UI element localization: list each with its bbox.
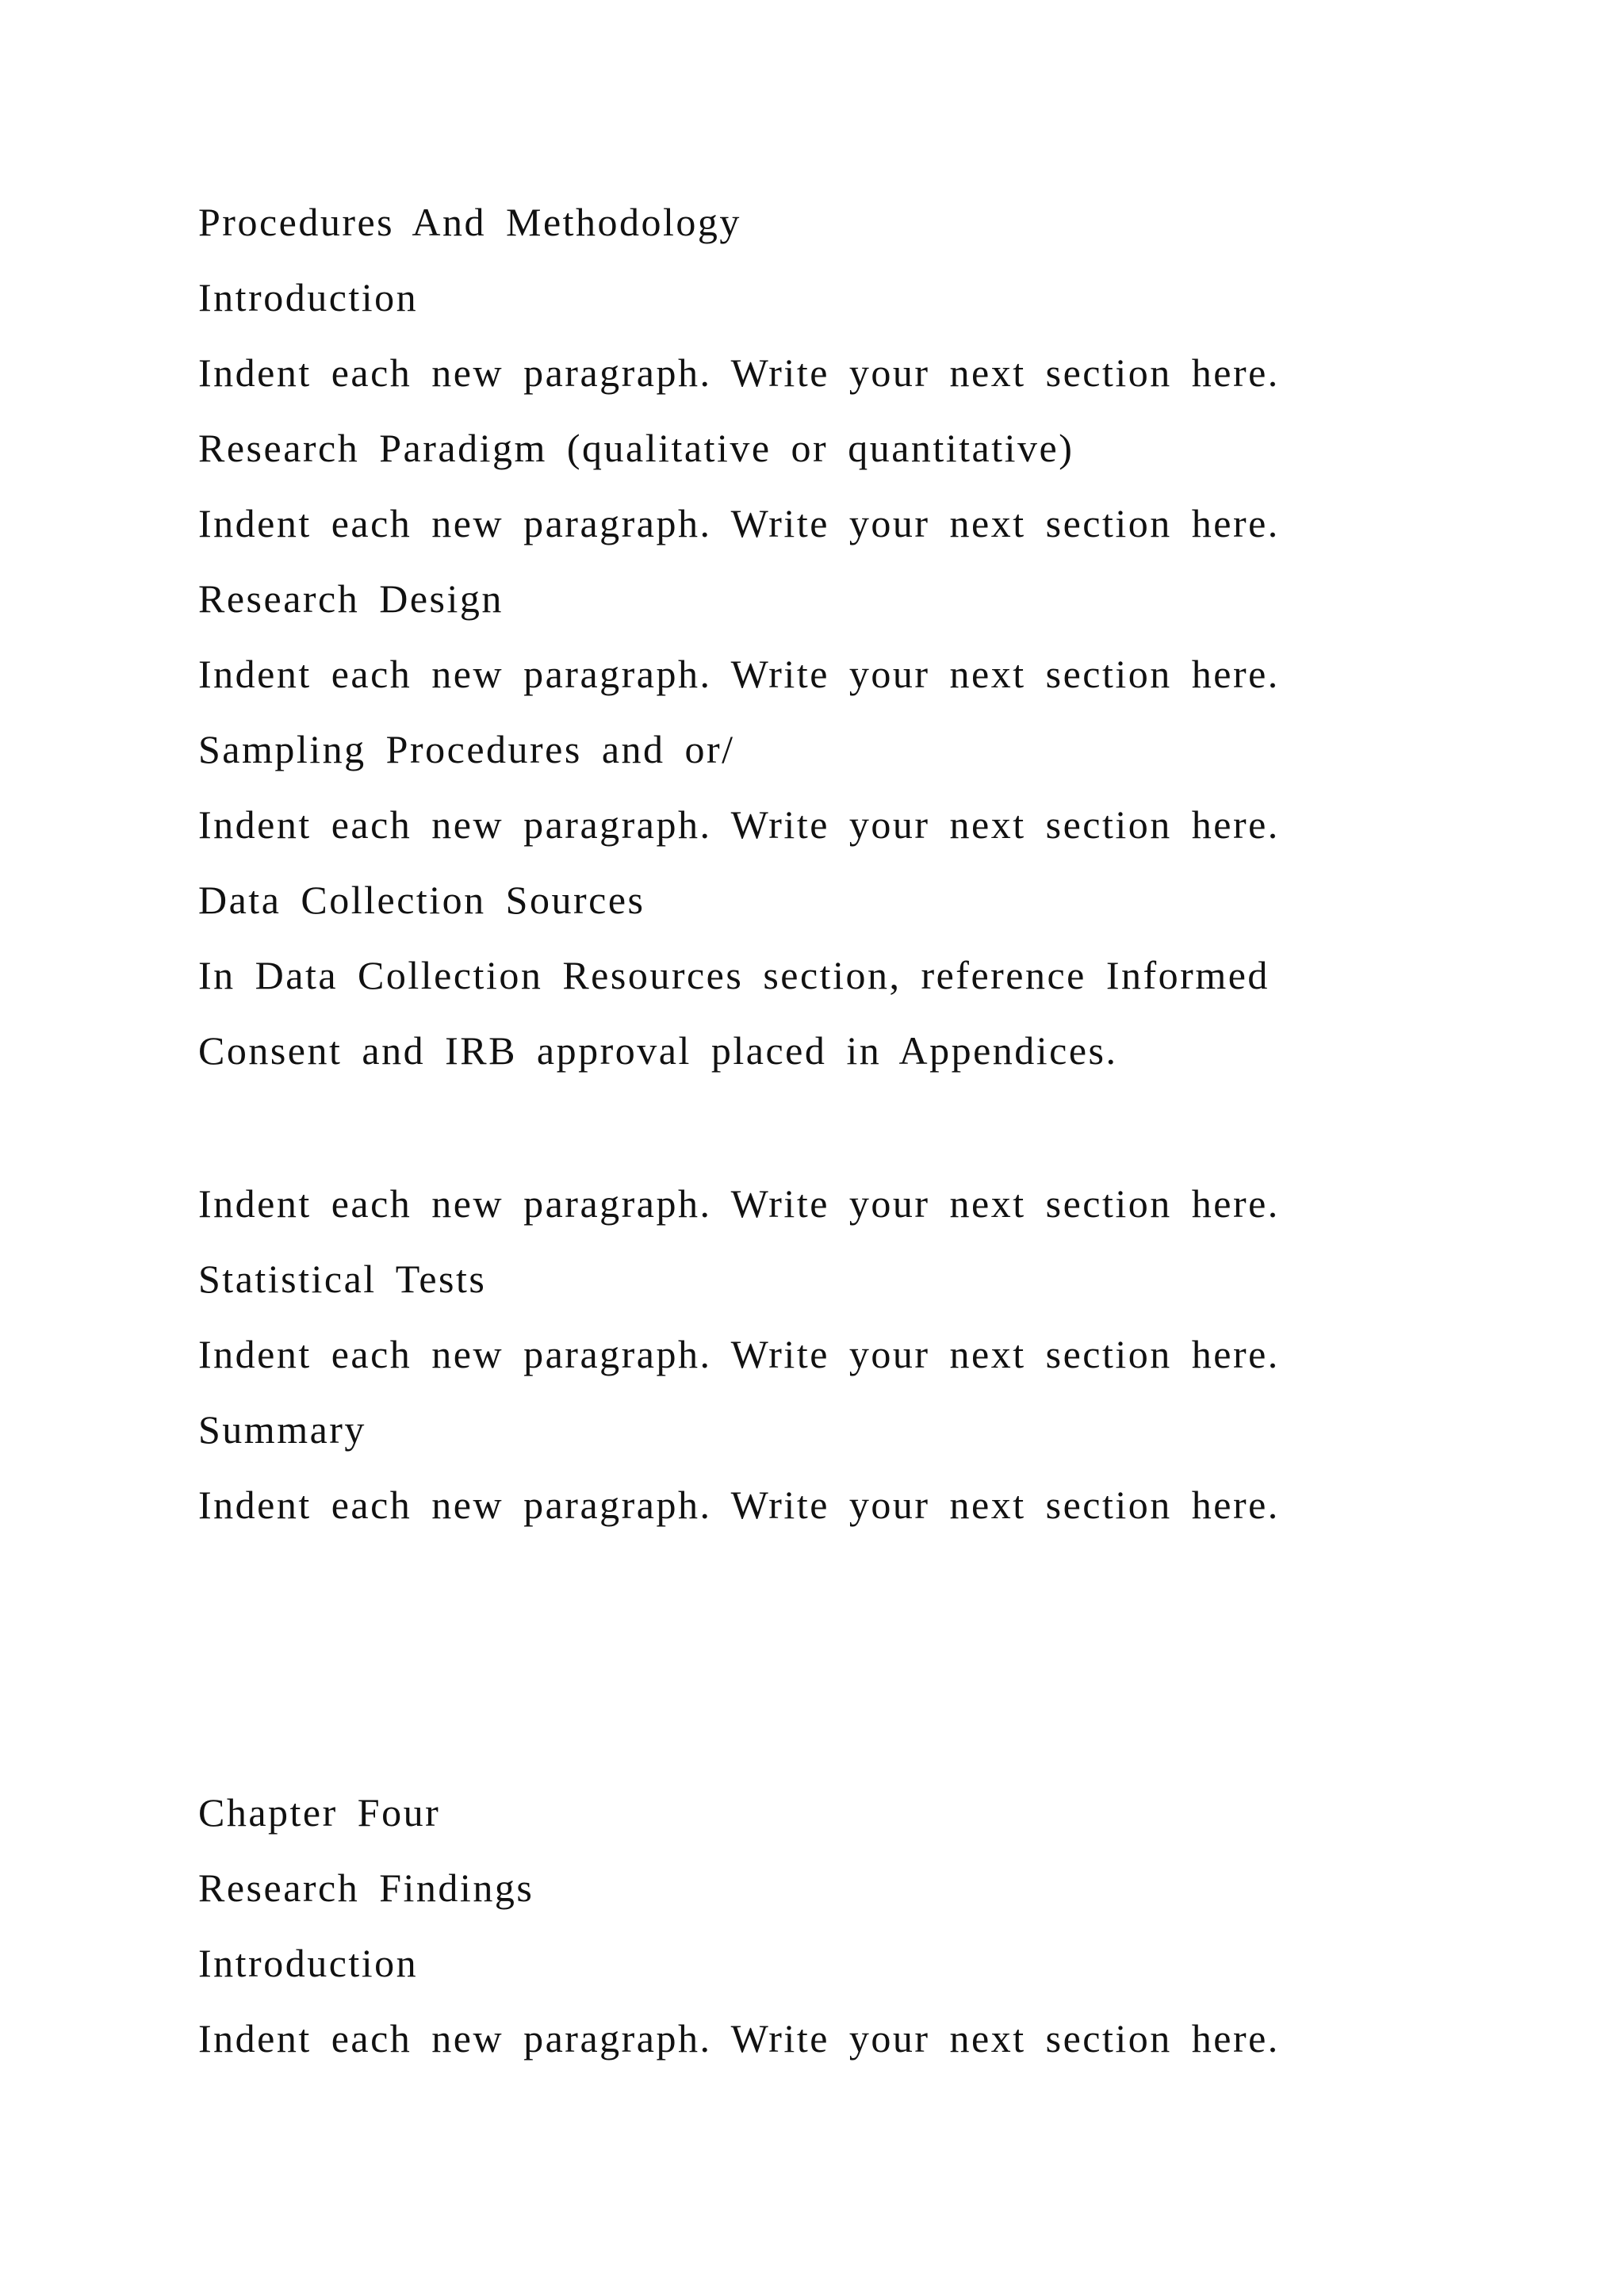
paragraph-data-collection-line-1: In Data Collection Resources section, reference Informed	[198, 953, 1270, 997]
paragraph-placeholder: Indent each new paragraph. Write your next section here.	[198, 350, 1280, 395]
paragraph-placeholder: Indent each new paragraph. Write your next section here.	[198, 652, 1280, 696]
paragraph-placeholder: Indent each new paragraph. Write your next section here.	[198, 1181, 1280, 1226]
section-heading-introduction: Introduction	[198, 1941, 419, 1985]
section-heading-procedures-methodology: Procedures And Methodology	[198, 200, 741, 244]
chapter-heading-chapter-four: Chapter Four	[198, 1790, 441, 1835]
paragraph-data-collection-line-2: Consent and IRB approval placed in Appendices.	[198, 1028, 1118, 1073]
paragraph-placeholder: Indent each new paragraph. Write your next section here.	[198, 501, 1280, 545]
section-heading-data-collection-sources: Data Collection Sources	[198, 878, 645, 922]
section-heading-research-paradigm: Research Paradigm (qualitative or quantitative)	[198, 426, 1074, 470]
section-heading-introduction: Introduction	[198, 275, 419, 320]
paragraph-placeholder: Indent each new paragraph. Write your next section here.	[198, 1332, 1280, 1376]
section-heading-sampling-procedures: Sampling Procedures and or/	[198, 727, 735, 771]
paragraph-placeholder: Indent each new paragraph. Write your next section here.	[198, 2016, 1280, 2061]
paragraph-placeholder: Indent each new paragraph. Write your next section here.	[198, 1483, 1280, 1527]
section-heading-summary: Summary	[198, 1407, 366, 1452]
chapter-title-research-findings: Research Findings	[198, 1866, 534, 1910]
paragraph-placeholder: Indent each new paragraph. Write your next section here.	[198, 802, 1280, 847]
section-heading-research-design: Research Design	[198, 576, 504, 621]
section-heading-statistical-tests: Statistical Tests	[198, 1257, 487, 1301]
